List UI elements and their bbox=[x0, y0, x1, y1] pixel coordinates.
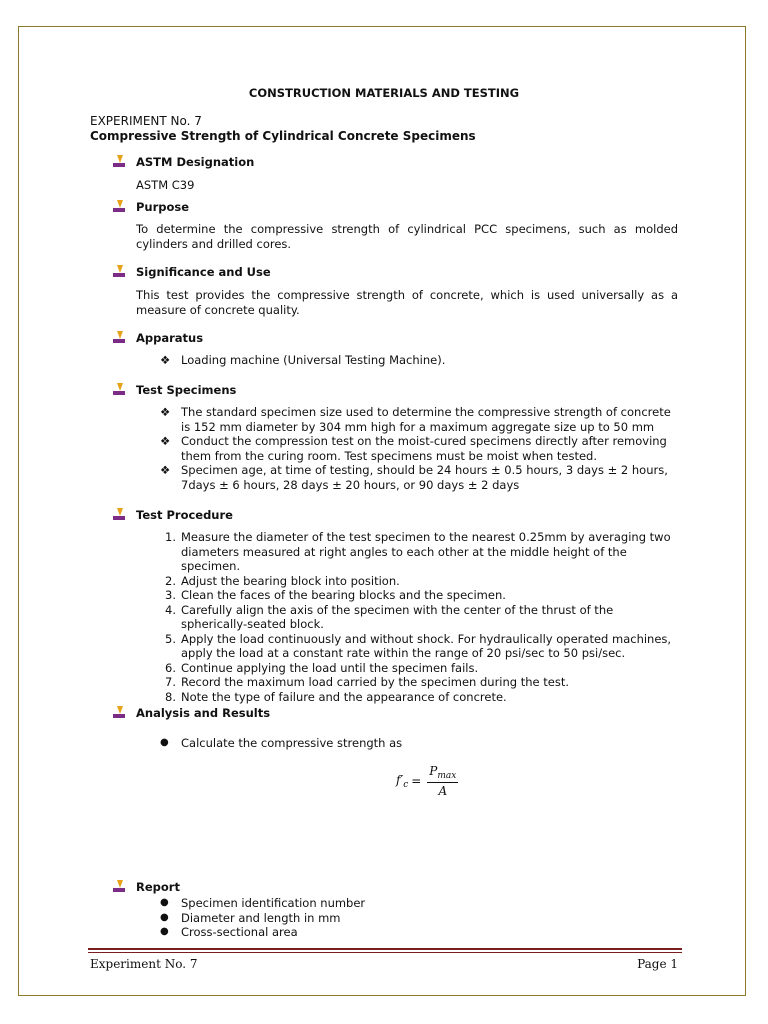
step-number: 4. bbox=[165, 602, 176, 617]
significance-text: This test provides the compressive strength of concrete, which is used universally as a measure of concrete quality. bbox=[136, 288, 678, 317]
purpose-text: To determine the compressive strength of cylindrical PCC specimens, such as molded cylinders and drilled cores. bbox=[136, 222, 678, 251]
list-item: ● Calculate the compressive strength as bbox=[160, 736, 403, 750]
step-number: 3. bbox=[165, 588, 176, 602]
list-item: ❖ Loading machine (Universal Testing Machine). bbox=[160, 353, 446, 367]
step-number: 6. bbox=[165, 660, 176, 675]
list-item: ● Cross-sectional area bbox=[160, 925, 298, 939]
section-heading-significance bbox=[112, 264, 271, 280]
section-heading-purpose bbox=[112, 199, 189, 215]
diamond-bullet-icon: ❖ bbox=[160, 405, 171, 419]
list-item: ❖ Specimen age, at time of testing, should be 24 hours ± 0.5 hours, 3 days ± 2 hours, 7days ± 6 hours, 28 days ± 20 hours, or 90 days ± 2 days bbox=[160, 463, 668, 492]
diamond-bullet-icon: ❖ bbox=[160, 353, 171, 367]
formula-fraction bbox=[427, 764, 458, 798]
bullet-icon: ● bbox=[160, 926, 169, 937]
section-label: Significance and Use bbox=[136, 265, 271, 279]
procedure-list bbox=[160, 530, 680, 704]
list-item: 8. Note the type of failure and the appearance of concrete. bbox=[160, 690, 680, 705]
analysis-list bbox=[160, 736, 680, 751]
section-arrow-icon bbox=[112, 383, 126, 397]
list-item: 4. Carefully align the axis of the specimen with the center of the thrust of the spherically-seated block. bbox=[160, 603, 680, 632]
formula-numerator: $P_{max}$ bbox=[429, 764, 457, 781]
bullet-icon: ● bbox=[160, 897, 169, 908]
list-item: 6. Continue applying the load until the specimen fails. bbox=[160, 661, 680, 676]
section-arrow-icon bbox=[112, 200, 126, 214]
section-heading-astm bbox=[112, 154, 254, 170]
step-number: 5. bbox=[165, 631, 176, 646]
specimens-list bbox=[160, 405, 680, 492]
apparatus-list bbox=[160, 353, 680, 368]
section-label: ASTM Designation bbox=[136, 155, 255, 169]
section-arrow-icon bbox=[112, 706, 126, 720]
formula-denominator: A bbox=[438, 784, 448, 798]
step-number: 8. bbox=[165, 689, 176, 704]
bullet-icon: ● bbox=[160, 737, 169, 748]
footer-rule-thin bbox=[88, 952, 682, 953]
section-heading-analysis bbox=[112, 705, 270, 721]
formula-lhs: $f'_c$ bbox=[396, 772, 409, 790]
step-number: 1. bbox=[165, 530, 176, 544]
section-label: Test Procedure bbox=[136, 508, 233, 522]
report-list bbox=[160, 896, 680, 940]
list-item: 1. Measure the diameter of the test specimen to the nearest 0.25mm by averaging two diameters measured at right angles to each other at the middle height of the specimen. bbox=[160, 530, 680, 574]
equals-sign: = bbox=[411, 774, 422, 788]
list-item: 7. Record the maximum load carried by the specimen during the test. bbox=[160, 675, 680, 690]
section-arrow-icon bbox=[112, 508, 126, 522]
list-item: ● Diameter and length in mm bbox=[160, 910, 341, 925]
list-item: 3. Clean the faces of the bearing blocks and the specimen. bbox=[160, 588, 680, 603]
list-item: ❖ The standard specimen size used to determine the compressive strength of concrete is 152 mm diameter by 304 mm high for a maximum aggregate size up to 50 mm bbox=[160, 405, 671, 434]
section-arrow-icon bbox=[112, 331, 126, 345]
section-heading-apparatus bbox=[112, 330, 203, 346]
section-heading-specimens bbox=[112, 382, 236, 398]
footer-rule bbox=[88, 948, 682, 950]
section-arrow-icon bbox=[112, 880, 126, 894]
astm-designation-text: ASTM C39 bbox=[136, 178, 195, 192]
bullet-icon: ● bbox=[160, 911, 169, 923]
list-item: ● Specimen identification number bbox=[160, 896, 366, 910]
diamond-bullet-icon: ❖ bbox=[160, 434, 171, 448]
document-title: CONSTRUCTION MATERIALS AND TESTING bbox=[248, 86, 520, 100]
compressive-strength-formula bbox=[396, 764, 458, 798]
list-item: 2. Adjust the bearing block into position. bbox=[160, 574, 680, 589]
section-label: Test Specimens bbox=[136, 383, 237, 397]
section-label: Purpose bbox=[136, 200, 190, 214]
section-heading-procedure bbox=[112, 507, 233, 523]
experiment-number: EXPERIMENT No. 7 bbox=[90, 114, 202, 128]
section-label: Analysis and Results bbox=[136, 706, 271, 720]
step-number: 7. bbox=[165, 675, 176, 689]
section-heading-report bbox=[112, 879, 180, 895]
section-label: Report bbox=[136, 880, 180, 894]
diamond-bullet-icon: ❖ bbox=[160, 463, 171, 477]
list-item: 5. Apply the load continuously and without shock. For hydraulically operated machines, apply the load at a constant rate within the range of 20 psi/sec to 50 psi/sec. bbox=[160, 632, 680, 661]
experiment-name: Compressive Strength of Cylindrical Concrete Specimens bbox=[90, 129, 476, 143]
footer-experiment-label: Experiment No. 7 bbox=[90, 957, 198, 971]
section-label: Apparatus bbox=[136, 331, 204, 345]
list-item: ❖ Conduct the compression test on the moist-cured specimens directly after removing them from the curing room. Test specimens must be moist when tested. bbox=[160, 434, 667, 463]
section-arrow-icon bbox=[112, 155, 126, 169]
footer-page-number: Page 1 bbox=[637, 957, 678, 971]
step-number: 2. bbox=[165, 573, 176, 588]
section-arrow-icon bbox=[112, 265, 126, 279]
